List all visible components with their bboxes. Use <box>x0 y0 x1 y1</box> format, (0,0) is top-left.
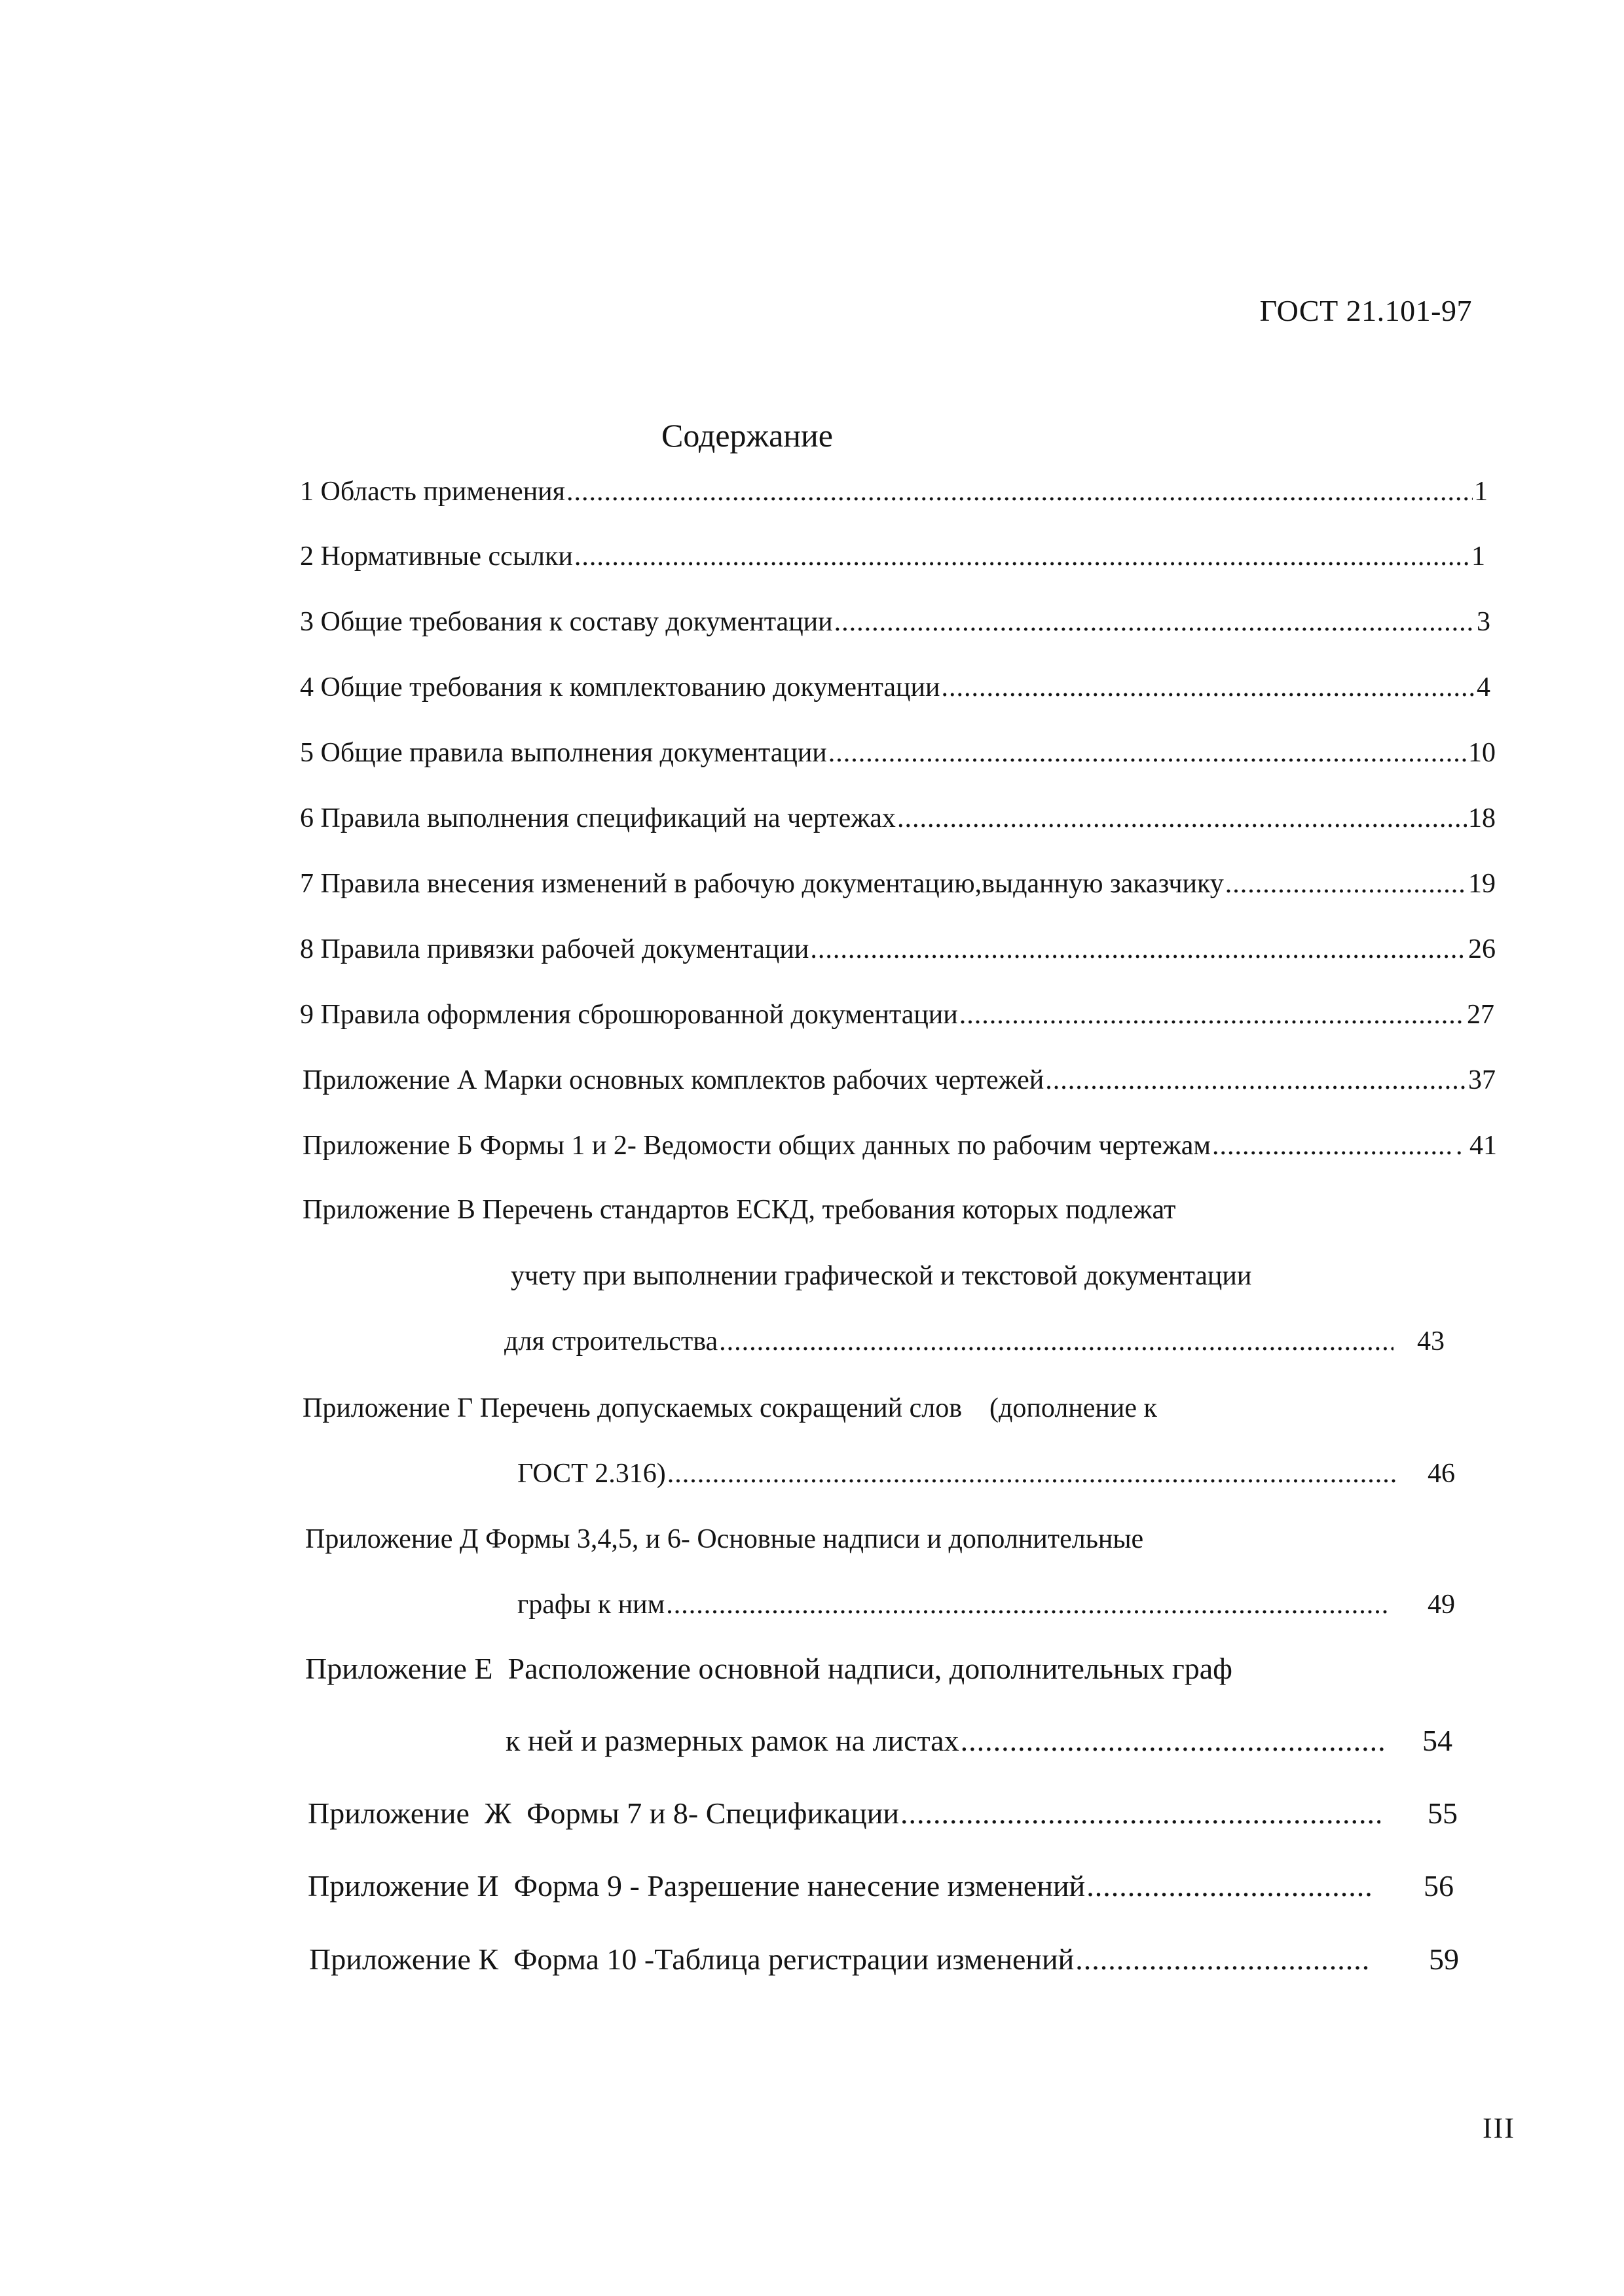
dot-leader <box>1225 869 1467 899</box>
toc-entry <box>300 541 1485 572</box>
toc-entry <box>300 672 1490 702</box>
dot-leader <box>1045 1065 1467 1095</box>
toc-entry-page: 37 <box>1468 1065 1496 1095</box>
toc-entry <box>303 1065 1496 1095</box>
dot-leader <box>1086 1870 1373 1903</box>
toc-entry-heading: Приложение Е Расположение основной надписи, дополнительных граф <box>305 1652 1232 1685</box>
dot-leader <box>941 672 1475 702</box>
toc-entry <box>300 738 1496 768</box>
toc-entry-page: 49 <box>1428 1590 1455 1620</box>
toc-entry <box>300 803 1496 833</box>
toc-entry-page: . 41 <box>1456 1131 1497 1161</box>
toc-entry <box>303 1131 1497 1161</box>
toc-entry <box>506 1724 1452 1758</box>
dot-leader <box>719 1326 1393 1357</box>
toc-entry-page: 46 <box>1428 1459 1455 1489</box>
toc-entry-label: для строительства <box>504 1326 718 1357</box>
toc-entry-label: 2 Нормативные ссылки <box>300 541 573 572</box>
toc-entry <box>300 1000 1494 1030</box>
toc-entry <box>517 1459 1455 1489</box>
toc-title: Содержание <box>661 417 833 454</box>
toc-entry-page: 54 <box>1422 1724 1452 1757</box>
dot-leader <box>959 1000 1466 1030</box>
toc-entry-label: 7 Правила внесения изменений в рабочую документацию,выданную заказчику <box>300 869 1224 899</box>
toc-entry <box>309 1943 1459 1977</box>
dot-leader <box>574 541 1470 572</box>
toc-entry-page: 18 <box>1468 803 1496 833</box>
dot-leader <box>1212 1131 1454 1161</box>
toc-entry-page: 10 <box>1468 738 1496 768</box>
toc-entry-page: 55 <box>1428 1796 1458 1830</box>
toc-entry-label: 1 Область применения <box>300 477 565 507</box>
toc-entry-label: к ней и размерных рамок на листах <box>506 1724 959 1757</box>
toc-entry-page: 27 <box>1467 1000 1494 1030</box>
toc-entry-continuation: учету при выполнении графической и текстовой документации <box>511 1261 1252 1291</box>
toc-entry-label: Приложение Ж Формы 7 и 8- Спецификации <box>308 1796 899 1830</box>
toc-entry-heading: Приложение Г Перечень допускаемых сокращений слов (дополнение к <box>303 1393 1157 1423</box>
page-number: III <box>1483 2112 1515 2144</box>
toc-entry-label: 3 Общие требования к составу документации <box>300 607 833 637</box>
toc-entry <box>300 607 1490 637</box>
toc-entry-page: 43 <box>1417 1326 1445 1357</box>
toc-entry-label: ГОСТ 2.316) <box>517 1459 666 1489</box>
toc-entry-page: 19 <box>1468 869 1496 899</box>
toc-entry-page: 1 <box>1471 541 1485 572</box>
toc-entry-page: 4 <box>1477 672 1490 702</box>
toc-entry-page: 56 <box>1424 1869 1454 1903</box>
toc-entry-heading: Приложение Д Формы 3,4,5, и 6- Основные надписи и дополнительные <box>305 1524 1144 1554</box>
toc-entry-label: Приложение И Форма 9 - Разрешение нанесение изменений <box>308 1869 1086 1903</box>
toc-entry-label: Приложение А Марки основных комплектов рабочих чертежей <box>303 1065 1044 1095</box>
dot-leader <box>897 803 1467 833</box>
toc-entry <box>300 869 1496 899</box>
toc-entry-label: Приложение Б Формы 1 и 2- Ведомости общих данных по рабочим чертежам <box>303 1131 1211 1161</box>
toc-entry-page: 59 <box>1429 1942 1459 1976</box>
dot-leader <box>666 1590 1387 1620</box>
toc-entry <box>300 477 1488 507</box>
dot-leader <box>810 934 1467 964</box>
toc-entry-page: 26 <box>1468 934 1496 964</box>
toc-entry-label: Приложение К Форма 10 -Таблица регистрации изменений <box>309 1942 1075 1976</box>
toc-entry <box>308 1870 1454 1903</box>
toc-entry-label: 5 Общие правила выполнения документации <box>300 738 827 768</box>
toc-entry <box>504 1326 1445 1357</box>
toc-entry-label: 4 Общие требования к комплектованию документации <box>300 672 940 702</box>
dot-leader <box>667 1459 1397 1489</box>
toc-entry <box>517 1590 1455 1620</box>
dot-leader <box>1075 1943 1369 1977</box>
dot-leader <box>961 1724 1384 1758</box>
toc-entry-label: 9 Правила оформления сброшюрованной документации <box>300 1000 958 1030</box>
toc-entry-label: 8 Правила привязки рабочей документации <box>300 934 809 964</box>
dot-leader <box>900 1797 1380 1831</box>
toc-entry-page: 3 <box>1477 607 1490 637</box>
toc-entry-page: 1 <box>1474 477 1488 507</box>
toc-entry <box>308 1797 1458 1831</box>
dot-leader <box>828 738 1467 768</box>
toc-entry-label: графы к ним <box>517 1590 665 1620</box>
dot-leader <box>834 607 1475 637</box>
dot-leader <box>566 477 1473 507</box>
document-code: ГОСТ 21.101-97 <box>1259 294 1472 327</box>
toc-entry-heading: Приложение В Перечень стандартов ЕСКД, требования которых подлежат <box>303 1195 1176 1225</box>
toc-entry <box>300 934 1496 964</box>
toc-entry-label: 6 Правила выполнения спецификаций на чертежах <box>300 803 896 833</box>
